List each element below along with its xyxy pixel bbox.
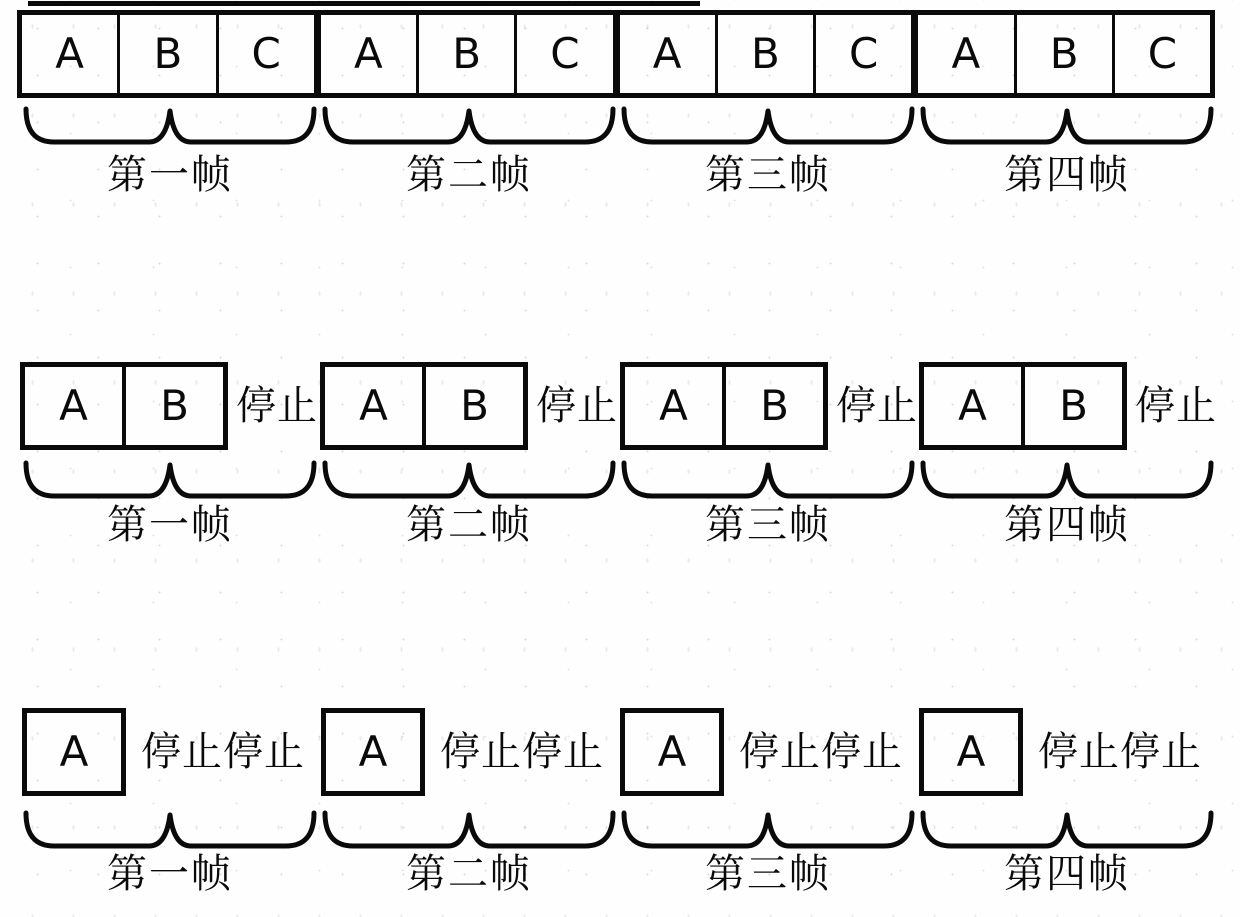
- frame-label: 第一帧: [107, 502, 233, 548]
- frame-label: 第一帧: [107, 851, 233, 897]
- underbrace: [22, 808, 318, 852]
- frame-label: 第二帧: [406, 851, 532, 897]
- stop-label: 停止停止: [1038, 729, 1202, 775]
- subframe-strip: [17, 10, 1215, 98]
- subframe-cell: B: [1021, 367, 1122, 445]
- subframe-box: [620, 362, 828, 450]
- frame-group: [620, 708, 903, 796]
- frame-group: [22, 708, 305, 796]
- subframe-cell: A: [956, 727, 986, 776]
- scan-artifact-line: [28, 1, 700, 6]
- subframe-cell: B: [422, 367, 523, 445]
- subframe-box: [620, 708, 724, 796]
- subframe-box: [919, 708, 1023, 796]
- underbrace: [22, 104, 318, 148]
- frame-group: [620, 362, 918, 450]
- subframe-cell: B: [1014, 15, 1112, 93]
- frame-group: [20, 362, 318, 450]
- stop-label: 停止停止: [440, 729, 604, 775]
- stop-label: 停止: [1135, 383, 1217, 429]
- subframe-cell: B: [722, 367, 823, 445]
- underbrace: [22, 458, 318, 502]
- subframe-cell: A: [314, 15, 416, 93]
- subframe-cell: A: [911, 15, 1013, 93]
- subframe-cell: A: [613, 15, 715, 93]
- frame-group: [321, 708, 604, 796]
- stop-label: 停止停止: [739, 729, 903, 775]
- subframe-cell: A: [359, 381, 388, 430]
- frame-group: [919, 708, 1202, 796]
- stop-label: 停止: [836, 383, 918, 429]
- frame-group: [919, 362, 1217, 450]
- subframe-cell: A: [657, 727, 687, 776]
- frame-label: 第二帧: [406, 152, 532, 198]
- frame-label: 第四帧: [1004, 851, 1130, 897]
- subframe-cell: A: [659, 381, 688, 430]
- subframe-cell: C: [514, 15, 612, 93]
- frame-label: 第二帧: [406, 502, 532, 548]
- stop-label: 停止停止: [141, 729, 305, 775]
- frame-group: [320, 362, 618, 450]
- underbrace: [919, 808, 1215, 852]
- subframe-cell: B: [715, 15, 813, 93]
- subframe-box: [20, 362, 228, 450]
- frame-label: 第三帧: [705, 502, 831, 548]
- subframe-box: [320, 362, 528, 450]
- subframe-cell: A: [958, 381, 987, 430]
- subframe-cell: A: [358, 727, 388, 776]
- underbrace: [321, 104, 617, 148]
- stop-label: 停止: [536, 383, 618, 429]
- underbrace: [321, 808, 617, 852]
- underbrace: [321, 458, 617, 502]
- underbrace: [620, 458, 916, 502]
- frame-label: 第四帧: [1004, 152, 1130, 198]
- subframe-box: [919, 362, 1127, 450]
- subframe-cell: C: [1112, 15, 1210, 93]
- subframe-cell: B: [416, 15, 514, 93]
- subframe-cell: B: [122, 367, 223, 445]
- subframe-cell: A: [59, 381, 88, 430]
- frame-label: 第三帧: [705, 152, 831, 198]
- subframe-cell: B: [117, 15, 215, 93]
- subframe-cell: C: [813, 15, 911, 93]
- frame-label: 第一帧: [107, 152, 233, 198]
- stop-label: 停止: [236, 383, 318, 429]
- underbrace: [919, 458, 1215, 502]
- subframe-cell: A: [55, 29, 84, 78]
- subframe-box: [321, 708, 425, 796]
- underbrace: [620, 808, 916, 852]
- frame-label: 第三帧: [705, 851, 831, 897]
- subframe-box: [22, 708, 126, 796]
- frame-label: 第四帧: [1004, 502, 1130, 548]
- underbrace: [620, 104, 916, 148]
- subframe-cell: C: [216, 15, 314, 93]
- subframe-cell: A: [59, 727, 89, 776]
- underbrace: [919, 104, 1215, 148]
